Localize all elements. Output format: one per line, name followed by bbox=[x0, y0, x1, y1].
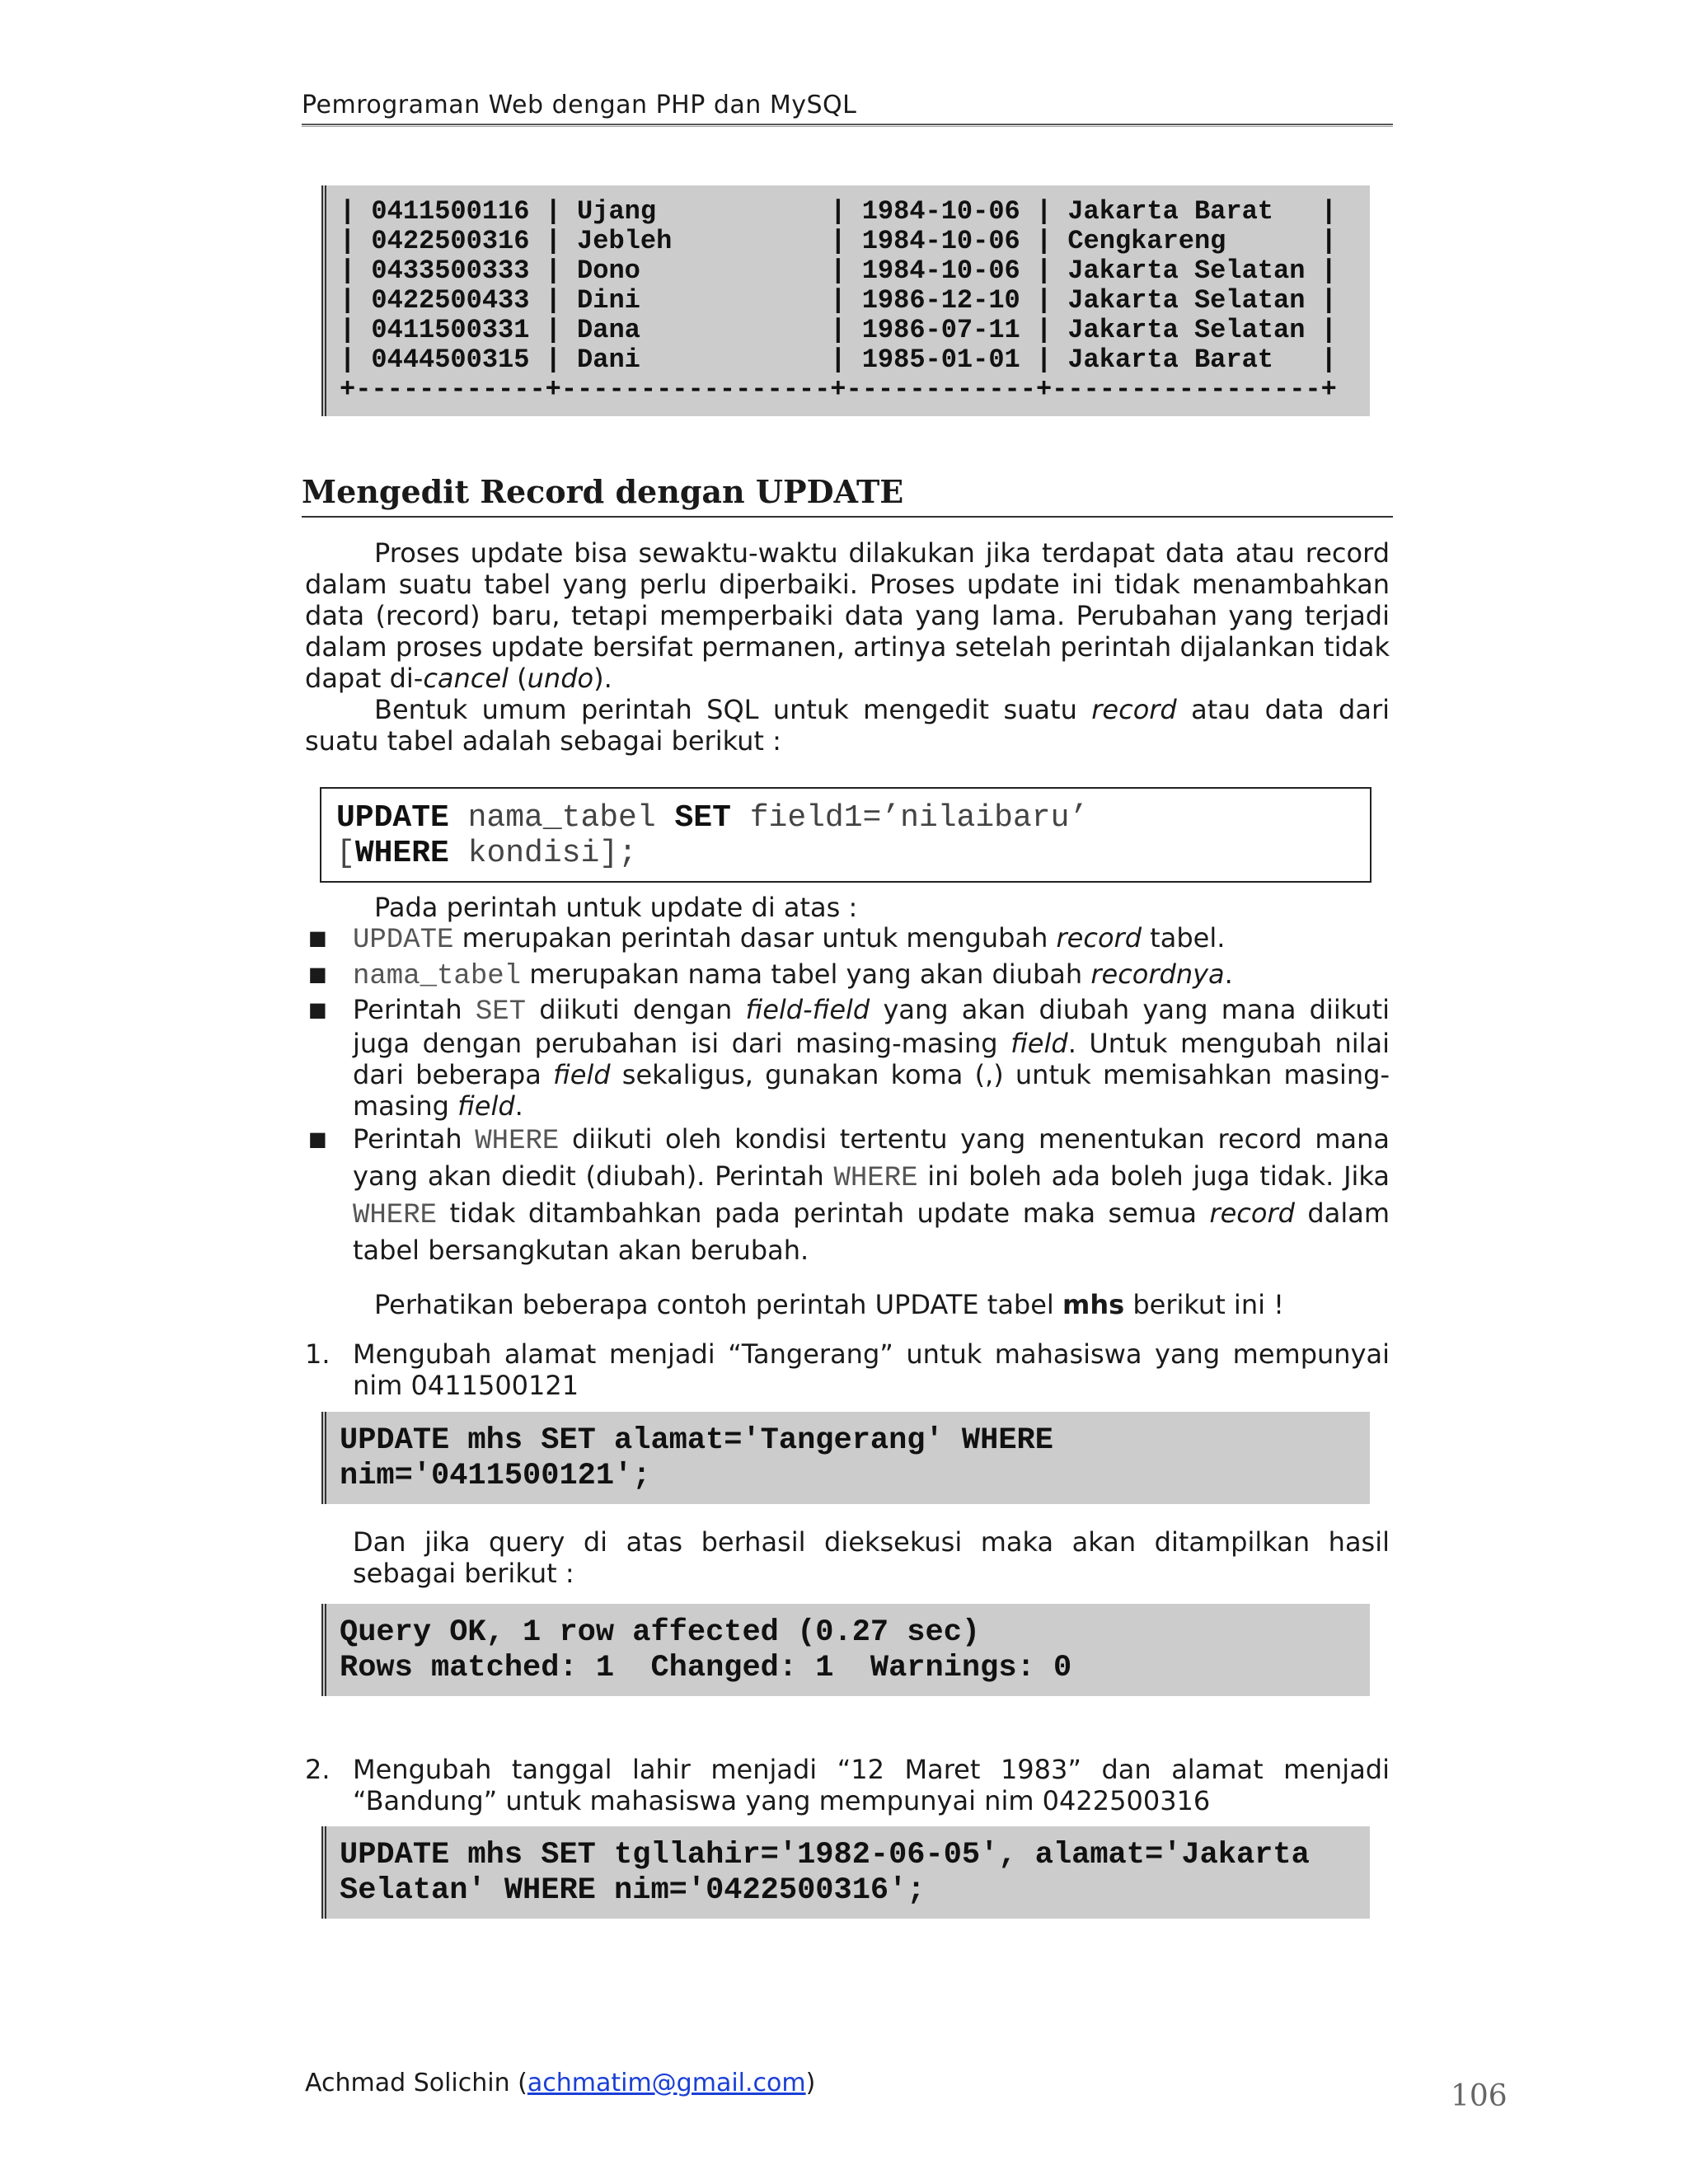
list-item: ■ UPDATE merupakan perintah dasar untuk mengubah record tabel. bbox=[308, 922, 1226, 956]
example-description: Mengubah tanggal lahir menjadi “12 Maret 1983” dan alamat menjadi “Bandung” untuk mahasiswa yang mempunyai nim 0422500316 bbox=[353, 1754, 1390, 1816]
example-description: Mengubah alamat menjadi “Tangerang” untuk mahasiswa yang mempunyai nim 0411500121 bbox=[353, 1338, 1390, 1401]
code-line: UPDATE mhs SET alamat='Tangerang' WHERE bbox=[340, 1423, 1053, 1458]
example-1-result-text: Dan jika query di atas berhasil dieksekusi maka akan ditampilkan hasil sebagai berikut : bbox=[353, 1526, 1390, 1589]
header-rule bbox=[302, 124, 1393, 125]
example-1 bbox=[305, 1338, 1390, 1401]
example-2-code bbox=[321, 1826, 1370, 1919]
section-heading: Mengedit Record dengan UPDATE bbox=[302, 471, 1393, 518]
result-table-text: | 0411500116 | Ujang | 1984-10-06 | Jakarta Barat | | 0422500316 | Jebleh | 1984-10-06 | Cengkareng | | 0433500333 | Dono | 1984-10-06 | Jakarta Selatan | | 0422500433 | Dini | 1986-12-10 | Jakarta Selatan | | 0411500331 | Dana | 1986-07-11 | Jakarta Selatan | | 0444500315 | Dani | 1985-01-01 | Jakarta Barat | +------------+-----------------+------------+-----------------+ bbox=[340, 196, 1337, 405]
running-header: Pemrograman Web dengan PHP dan MySQL bbox=[302, 91, 857, 120]
examples-intro: Perhatikan beberapa contoh perintah UPDATE tabel mhs berikut ini ! bbox=[374, 1289, 1284, 1320]
output-line: Query OK, 1 row affected (0.27 sec) bbox=[340, 1615, 981, 1650]
footer-author: Achmad Solichin (achmatim@gmail.com) bbox=[305, 2069, 816, 2097]
example-number: 1. bbox=[305, 1338, 331, 1370]
syntax-line-1: UPDATE nama_tabel SET field1=’nilaibaru’ bbox=[336, 800, 1089, 836]
example-number: 2. bbox=[305, 1754, 331, 1785]
example-2 bbox=[305, 1754, 1390, 1816]
example-1-output bbox=[321, 1604, 1370, 1696]
output-line: Rows matched: 1 Changed: 1 Warnings: 0 bbox=[340, 1651, 1072, 1685]
author-email-link[interactable]: achmatim@gmail.com bbox=[527, 2069, 806, 2097]
update-syntax-box bbox=[320, 787, 1372, 883]
page-number: 106 bbox=[1451, 2079, 1507, 2113]
list-item: ■ Perintah WHERE diikuti oleh kondisi tertentu yang menentukan record mana yang akan diedit (diubah). Perintah WHERE ini boleh ada boleh juga tidak. Jika WHERE tidak ditambahkan pada perintah update maka semua record dalam tabel bersangkutan akan berubah. bbox=[308, 1123, 1390, 1266]
syntax-intro-paragraph: Bentuk umum perintah SQL untuk mengedit suatu record atau data dari suatu tabel adalah sebagai berikut : bbox=[305, 694, 1390, 757]
header-rule-double bbox=[302, 126, 1393, 127]
query-result-table bbox=[321, 185, 1370, 416]
code-line: UPDATE mhs SET tgllahir='1982-06-05', alamat='Jakarta bbox=[340, 1838, 1310, 1872]
list-item: ■ Perintah SET diikuti dengan field-field yang akan diubah yang mana diikuti juga dengan perubahan isi dari masing-masing field. Untuk mengubah nilai dari beberapa field sekaligus, gunakan koma (,) untuk memisahkan masing-masing field. bbox=[308, 994, 1390, 1122]
code-line: Selatan' WHERE nim='0422500316'; bbox=[340, 1873, 926, 1908]
example-1-code bbox=[321, 1412, 1370, 1504]
syntax-line-2: [WHERE kondisi]; bbox=[336, 836, 637, 871]
code-line: nim='0411500121'; bbox=[340, 1459, 651, 1493]
intro-paragraph: Proses update bisa sewaktu-waktu dilakukan jika terdapat data atau record dalam suatu tabel yang perlu diperbaiki. Proses update ini tidak menambahkan data (record) baru, tetapi memperbaiki data yang lama. Perubahan yang terjadi dalam proses update bersifat permanen, artinya setelah perintah dijalankan tidak dapat di-cancel (undo). bbox=[305, 537, 1390, 694]
explanation-lead: Pada perintah untuk update di atas : bbox=[374, 892, 858, 923]
list-item: ■ nama_tabel merupakan nama tabel yang akan diubah recordnya. bbox=[308, 958, 1233, 992]
explanation-list bbox=[305, 921, 1390, 1268]
